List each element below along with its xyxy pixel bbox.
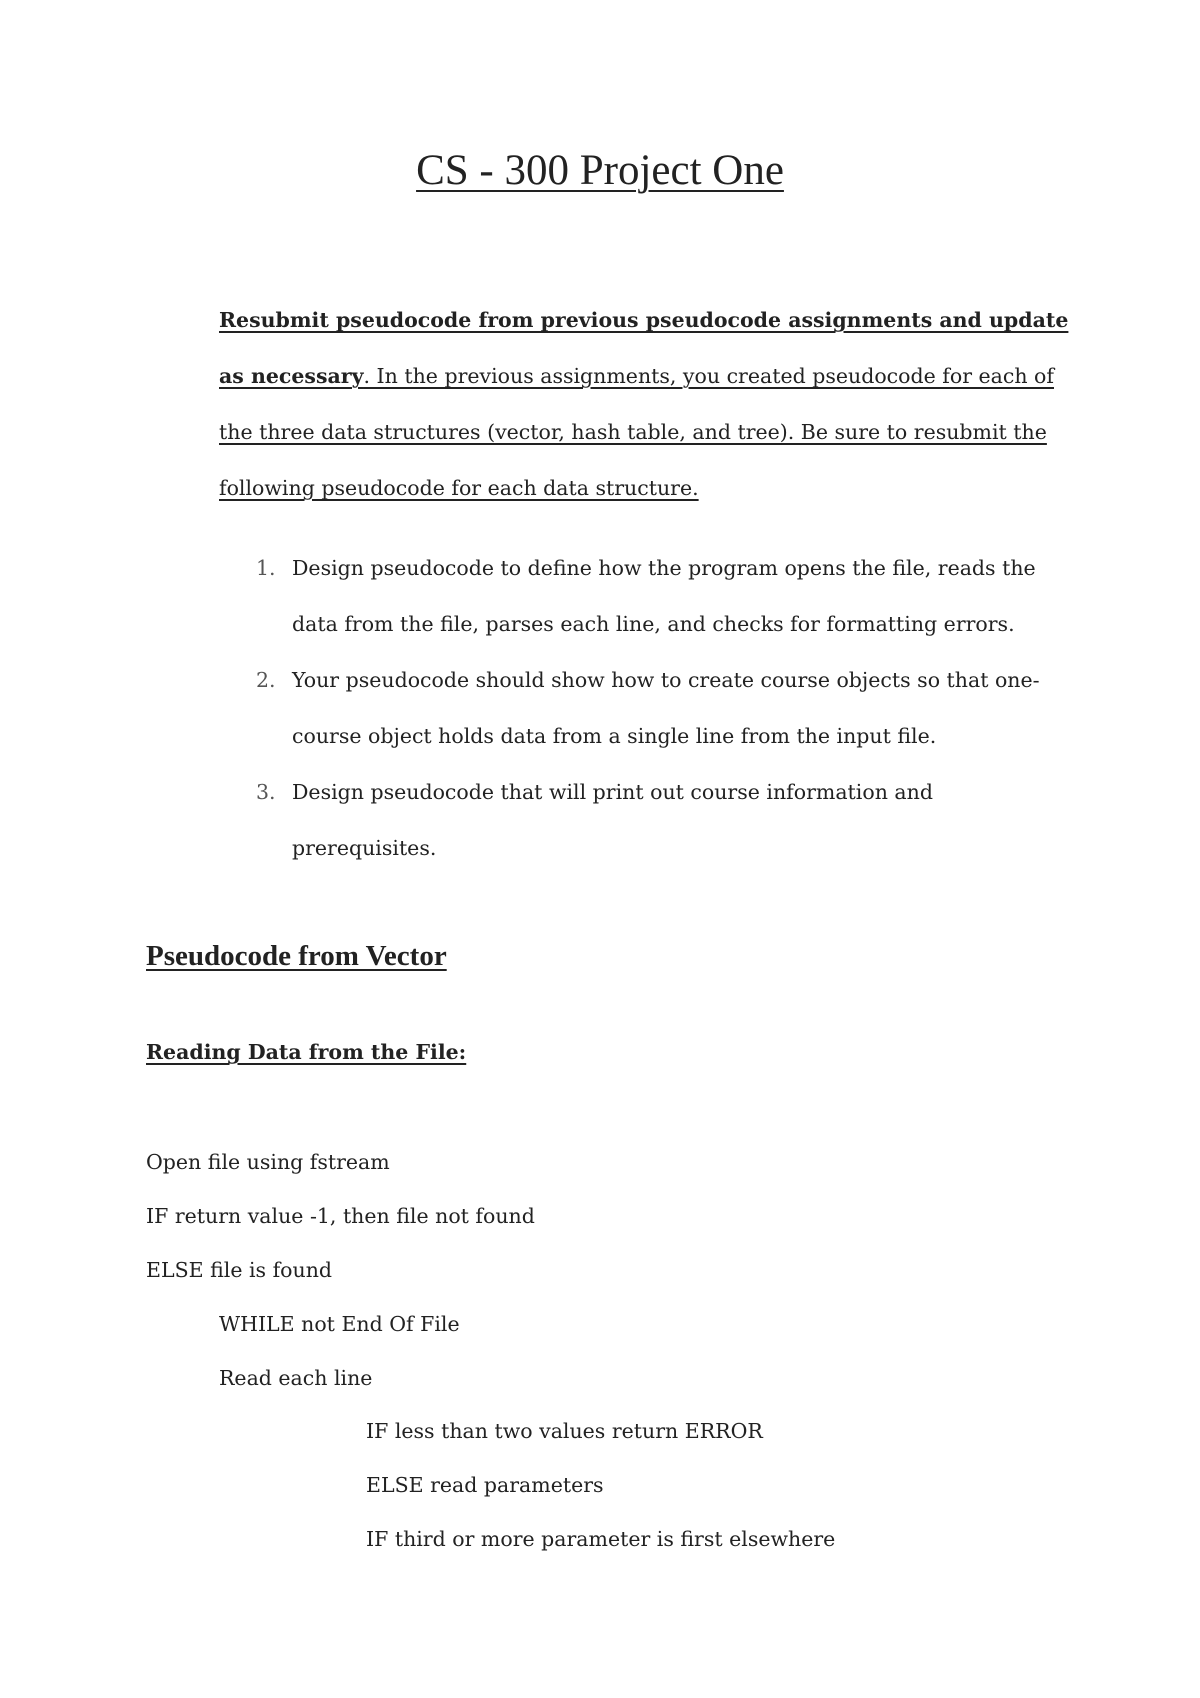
code-line: ELSE read parameters (366, 1473, 604, 1497)
code-line: IF return value -1, then file not found (146, 1204, 535, 1228)
document-title: CS - 300 Project One (416, 147, 784, 194)
sub-heading: Reading Data from the File: (146, 1040, 467, 1064)
list-item-text: Your pseudocode should show how to create course objects so that one-course object holds data from a single line from the input file. (292, 668, 1040, 748)
list-item (250, 652, 1080, 764)
code-line: Open file using fstream (146, 1150, 390, 1174)
intro-rest-text: . In the previous assignments, you created pseudocode for each of the three data structures (vector, hash table, and tree). Be sure to resubmit the following pseudocode for each data structure. (219, 364, 1054, 500)
code-line: Read each line (219, 1366, 373, 1390)
list-item (250, 540, 1080, 652)
code-line: WHILE not End Of File (219, 1312, 460, 1336)
code-line: ELSE file is found (146, 1258, 333, 1282)
section-heading: Pseudocode from Vector (146, 940, 447, 972)
list-number: 3. (256, 780, 276, 804)
list-number: 2. (256, 668, 276, 692)
list-item-text: Design pseudocode that will print out course information and prerequisites. (292, 780, 933, 860)
requirements-list (250, 540, 1080, 876)
list-item-text: Design pseudocode to define how the program opens the file, reads the data from the file, parses each line, and checks for formatting errors. (292, 556, 1036, 636)
list-item (250, 764, 1080, 876)
intro-bold-text: Resubmit pseudocode from previous pseudocode assignments and update as necessary (219, 308, 1069, 388)
code-line: IF third or more parameter is first elsewhere (366, 1527, 836, 1551)
intro-paragraph (219, 292, 1079, 516)
list-number: 1. (256, 556, 276, 580)
code-line: IF less than two values return ERROR (366, 1419, 763, 1443)
